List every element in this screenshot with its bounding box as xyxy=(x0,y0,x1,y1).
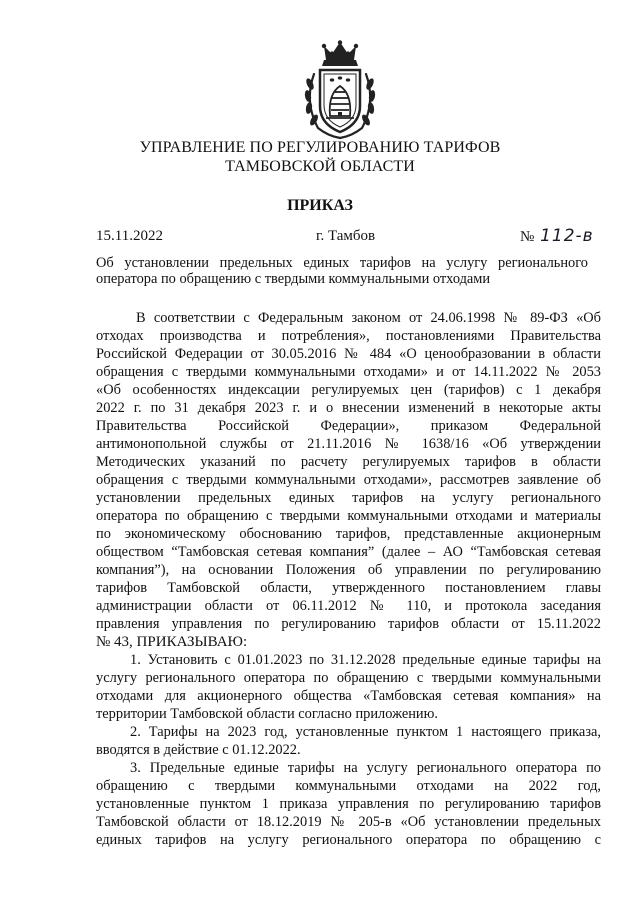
body-line: Российской Федерации от 30.05.2016 № 484 «О ценообразовании в области xyxy=(96,346,601,362)
body-line: отходах производства и потребления», постановлениями Правительства xyxy=(96,328,601,344)
order-number xyxy=(520,226,594,247)
body-line: антимонопольной службы от 21.11.2016 № 1638/16 «Об утверждении xyxy=(96,436,601,452)
body-line: 1. Установить с 01.01.2023 по 31.12.2028 предельные единые тарифы на xyxy=(130,652,601,668)
body-line: услугу регионального оператора по обращению с твердыми коммунальными xyxy=(96,670,601,686)
body-line: обществом “Тамбовская сетевая компания” (далее – АО “Тамбовская сетевая xyxy=(96,544,601,560)
body-line: «Об особенностях индексации регулируемых цен (тарифов) с 1 декабря xyxy=(96,382,601,398)
body-line: обращения с твердыми коммунальными отходами» и от 14.11.2022 № 2053 xyxy=(96,364,601,380)
document-type-title: ПРИКАЗ xyxy=(287,197,353,214)
city-name: г. Тамбов xyxy=(316,228,376,244)
body-line: отходами для акционерного общества «Тамбовская сетевая компания» на xyxy=(96,688,601,704)
body-line: 2022 г. по 31 декабря 2023 г. и о внесении изменений в некоторые акты xyxy=(96,400,601,416)
order-number-handwritten: 112-в xyxy=(540,226,594,246)
body-line: администрации области от 06.11.2012 № 110, и протокола заседания xyxy=(96,598,601,614)
body-line: оператора по обращению с твердыми коммунальными отходами и материалы xyxy=(96,508,601,524)
subject-line: оператора по обращению с твердыми коммунальными отходами xyxy=(96,271,491,287)
body-line: территории Тамбовской области согласно приложению. xyxy=(96,706,438,722)
body-line: правления управления по регулированию тарифов области от 15.11.2022 xyxy=(96,616,601,632)
order-body xyxy=(96,309,601,849)
organization-name-line1: УПРАВЛЕНИЕ ПО РЕГУЛИРОВАНИЮ ТАРИФОВ xyxy=(139,139,501,156)
body-line: 3. Предельные единые тарифы на услугу регионального оператора по xyxy=(130,760,601,776)
organization-name-line2: ТАМБОВСКОЙ ОБЛАСТИ xyxy=(225,158,415,175)
body-line: обращения с твердыми коммунальными отходами», рассмотрев заявление об xyxy=(96,472,601,488)
body-line: тарифов Тамбовской области, утвержденного постановлением главы xyxy=(96,580,601,596)
body-line: Правительства Российской Федерации», приказом Федеральной xyxy=(96,418,601,434)
body-line: № 43, ПРИКАЗЫВАЮ: xyxy=(96,634,248,650)
body-line: 2. Тарифы на 2023 год, установленные пунктом 1 настоящего приказа, xyxy=(130,724,601,740)
body-line: обращению с твердыми коммунальными отходами на 2022 год, xyxy=(96,778,601,794)
order-number-prefix: № xyxy=(520,229,535,245)
subject-line: Об установлении предельных единых тарифов на услугу регионального xyxy=(96,255,588,271)
body-line: установлении предельных единых тарифов на услугу регионального xyxy=(96,490,601,506)
body-line: единых тарифов на услугу регионального оператора по обращению с xyxy=(96,832,601,848)
body-line: В соответствии с Федеральным законом от 24.06.1998 № 89-ФЗ «Об xyxy=(136,310,601,326)
body-line: Методических указаний по расчету регулируемых тарифов в области xyxy=(96,454,601,470)
body-line: компания”), на основании Положения об управлении по регулированию xyxy=(96,562,601,578)
body-line: Тамбовской области от 18.12.2019 № 205-в «Об установлении предельных xyxy=(96,814,601,830)
body-line: установленные пунктом 1 приказа управления по регулированию тарифов xyxy=(96,796,601,812)
body-line: по экономическому обоснованию тарифов, представленные акционерным xyxy=(96,526,601,542)
order-subject xyxy=(96,255,588,287)
body-line: вводятся в действие с 01.12.2022. xyxy=(96,742,301,758)
coat-of-arms-emblem xyxy=(300,40,380,140)
order-date: 15.11.2022 xyxy=(96,228,163,244)
